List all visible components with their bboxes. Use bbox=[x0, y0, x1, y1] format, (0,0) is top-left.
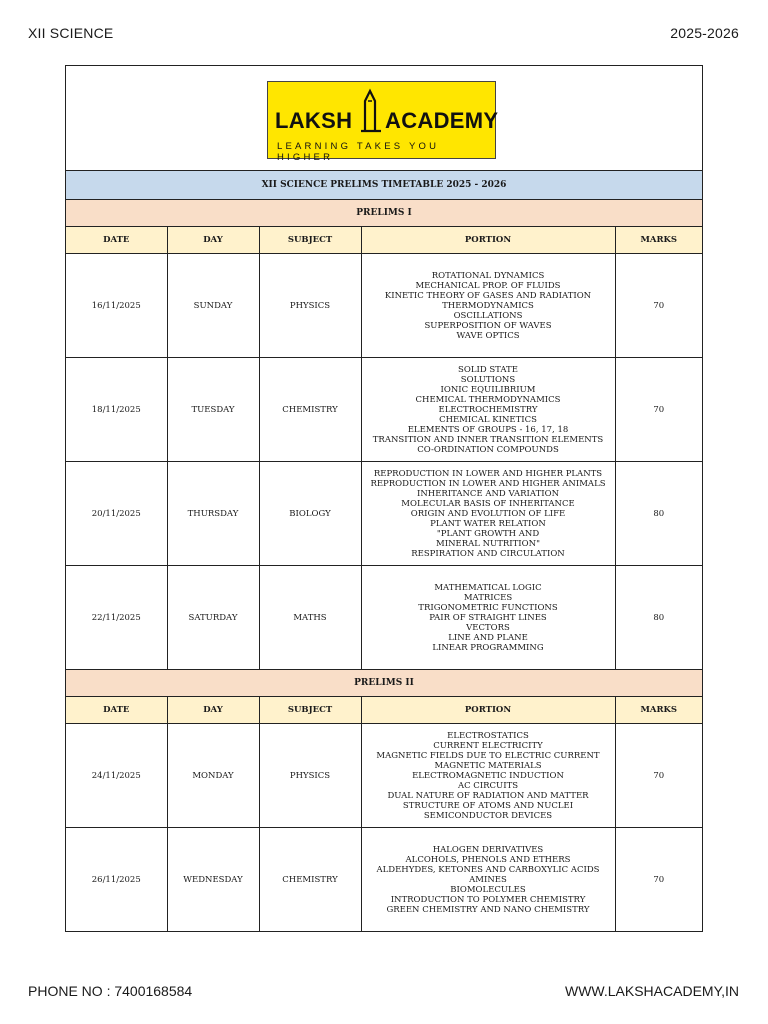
portion-topic: VECTORS bbox=[466, 622, 510, 633]
logo-tagline: LEARNING TAKES YOU HIGHER bbox=[277, 141, 440, 163]
day-cell: SATURDAY bbox=[167, 566, 259, 670]
date-cell: 20/11/2025 bbox=[66, 462, 167, 566]
table-row bbox=[66, 254, 702, 358]
portion-topic: HALOGEN DERIVATIVES bbox=[432, 844, 544, 855]
portion-topic: ALDEHYDES, KETONES AND CARBOXYLIC ACIDS bbox=[376, 864, 600, 875]
portion-topic: THERMODYNAMICS bbox=[442, 300, 534, 311]
portion-topic: ELECTROCHEMISTRY bbox=[438, 404, 538, 415]
portion-topic: MINERAL NUTRITION" bbox=[436, 538, 540, 549]
column-header-day: DAY bbox=[167, 227, 259, 254]
table-row bbox=[66, 462, 702, 566]
portion-cell bbox=[361, 462, 615, 566]
column-header-marks: MARKS bbox=[615, 697, 702, 724]
day-cell: THURSDAY bbox=[167, 462, 259, 566]
portion-topic: MECHANICAL PROP. OF FLUIDS bbox=[415, 280, 561, 291]
date-cell: 22/11/2025 bbox=[66, 566, 167, 670]
academy-logo bbox=[267, 81, 499, 163]
date-cell: 24/11/2025 bbox=[66, 724, 167, 828]
portion-topic: LINEAR PROGRAMMING bbox=[432, 642, 544, 653]
sections-container bbox=[66, 200, 702, 931]
timetable-sheet bbox=[65, 65, 703, 932]
portion-topic: ALCOHOLS, PHENOLS AND ETHERS bbox=[405, 854, 571, 865]
marks-cell: 70 bbox=[615, 358, 702, 462]
portion-topic: MATRICES bbox=[463, 592, 513, 603]
column-header-portion: PORTION bbox=[361, 227, 615, 254]
portion-topic: ELECTROSTATICS bbox=[447, 730, 529, 741]
phone-number: PHONE NO : 7400168584 bbox=[28, 983, 193, 999]
day-cell: SUNDAY bbox=[167, 254, 259, 358]
subject-cell: CHEMISTRY bbox=[259, 828, 361, 932]
pencil-tower-icon bbox=[357, 87, 383, 135]
logo-cell bbox=[66, 66, 702, 171]
portion-topic: AC CIRCUITS bbox=[457, 780, 519, 791]
column-header-day: DAY bbox=[167, 697, 259, 724]
portion-topic: REPRODUCTION IN LOWER AND HIGHER ANIMALS bbox=[370, 478, 606, 489]
portion-topic: DUAL NATURE OF RADIATION AND MATTER bbox=[387, 790, 589, 801]
portion-topic: TRANSITION AND INNER TRANSITION ELEMENTS bbox=[372, 434, 604, 445]
portion-topic: GREEN CHEMISTRY AND NANO CHEMISTRY bbox=[386, 904, 590, 915]
portion-topic: CO-ORDINATION COMPOUNDS bbox=[417, 444, 559, 455]
portion-topic: MAGNETIC FIELDS DUE TO ELECTRIC CURRENT bbox=[376, 750, 600, 761]
portion-topic: SOLID STATE bbox=[458, 364, 518, 375]
column-header-date: DATE bbox=[66, 227, 167, 254]
column-header-subject: SUBJECT bbox=[259, 697, 361, 724]
section-heading: PRELIMS I bbox=[66, 200, 702, 227]
date-cell: 26/11/2025 bbox=[66, 828, 167, 932]
portion-topic: OSCILLATIONS bbox=[453, 310, 523, 321]
column-header-subject: SUBJECT bbox=[259, 227, 361, 254]
portion-topic: CHEMICAL KINETICS bbox=[439, 414, 537, 425]
marks-cell: 70 bbox=[653, 874, 665, 885]
column-header-date: DATE bbox=[66, 697, 167, 724]
portion-topic: BIOMOLECULES bbox=[450, 884, 526, 895]
date-cell: 18/11/2025 bbox=[66, 358, 167, 462]
column-header-row bbox=[66, 697, 702, 724]
day-cell: WEDNESDAY bbox=[167, 828, 259, 932]
page-header-right: 2025-2026 bbox=[670, 25, 739, 41]
portion-topic: KINETIC THEORY OF GASES AND RADIATION bbox=[384, 290, 592, 301]
marks-cell: 70 bbox=[615, 724, 702, 828]
portion-topic: SOLUTIONS bbox=[460, 374, 516, 385]
portion-topic: ELEMENTS OF GROUPS - 16, 17, 18 bbox=[407, 424, 569, 435]
portion-topic: STRUCTURE OF ATOMS AND NUCLEI bbox=[402, 800, 574, 811]
subject-cell: PHYSICS bbox=[259, 254, 361, 358]
portion-topic: ROTATIONAL DYNAMICS bbox=[431, 270, 545, 281]
portion-topic: PAIR OF STRAIGHT LINES bbox=[429, 612, 547, 623]
marks-cell: 80 bbox=[615, 462, 702, 566]
marks-cell: 80 bbox=[615, 566, 702, 670]
column-header-marks: MARKS bbox=[615, 227, 702, 254]
column-header-portion: PORTION bbox=[361, 697, 615, 724]
portion-topic: "PLANT GROWTH AND bbox=[436, 528, 540, 539]
portion-topic: REPRODUCTION IN LOWER AND HIGHER PLANTS bbox=[373, 468, 603, 479]
portion-topic: ELECTROMAGNETIC INDUCTION bbox=[412, 770, 564, 781]
portion-cell bbox=[361, 358, 615, 462]
table-row bbox=[66, 358, 702, 462]
portion-topic: SUPERPOSITION OF WAVES bbox=[424, 320, 552, 331]
portion-cell bbox=[361, 828, 615, 932]
column-header-row bbox=[66, 227, 702, 254]
portion-topic: MOLECULAR BASIS OF INHERITANCE bbox=[401, 498, 575, 509]
portion-topic: TRIGONOMETRIC FUNCTIONS bbox=[418, 602, 558, 613]
table-row bbox=[66, 566, 702, 670]
portion-cell bbox=[361, 254, 615, 358]
portion-topic: INHERITANCE AND VARIATION bbox=[416, 488, 560, 499]
portion-topic: MAGNETIC MATERIALS bbox=[434, 760, 542, 771]
portion-topic: SEMICONDUCTOR DEVICES bbox=[423, 810, 553, 821]
schedule-table bbox=[66, 227, 702, 670]
marks-cell: 70 bbox=[615, 254, 702, 358]
subject-cell: MATHS bbox=[259, 566, 361, 670]
table-row bbox=[66, 828, 702, 932]
portion-cell bbox=[361, 724, 615, 828]
logo-word-laksh: LAKSH bbox=[275, 108, 353, 133]
portion-cell bbox=[361, 566, 615, 670]
portion-topic: LINE AND PLANE bbox=[448, 632, 528, 643]
website-link[interactable]: WWW.LAKSHACADEMY,IN bbox=[565, 983, 739, 999]
portion-topic: CURRENT ELECTRICITY bbox=[433, 740, 543, 751]
subject-cell: PHYSICS bbox=[259, 724, 361, 828]
schedule-table bbox=[66, 697, 702, 931]
subject-cell: CHEMISTRY bbox=[259, 358, 361, 462]
section-heading: PRELIMS II bbox=[66, 670, 702, 697]
portion-topic: WAVE OPTICS bbox=[456, 330, 520, 341]
portion-topic: AMINES bbox=[469, 874, 507, 885]
portion-topic: CHEMICAL THERMODYNAMICS bbox=[415, 394, 561, 405]
logo-word-academy: ACADEMY bbox=[385, 108, 499, 133]
portion-topic: RESPIRATION AND CIRCULATION bbox=[411, 548, 565, 559]
timetable-title: XII SCIENCE PRELIMS TIMETABLE 2025 - 2026 bbox=[66, 171, 702, 200]
portion-topic: ORIGIN AND EVOLUTION OF LIFE bbox=[410, 508, 566, 519]
subject-cell: BIOLOGY bbox=[259, 462, 361, 566]
portion-topic: IONIC EQUILIBRIUM bbox=[440, 384, 536, 395]
date-cell: 16/11/2025 bbox=[66, 254, 167, 358]
table-row bbox=[66, 724, 702, 828]
day-cell: TUESDAY bbox=[167, 358, 259, 462]
portion-topic: INTRODUCTION TO POLYMER CHEMISTRY bbox=[390, 894, 586, 905]
page-header-left: XII SCIENCE bbox=[28, 25, 114, 41]
portion-topic: PLANT WATER RELATION bbox=[430, 518, 546, 529]
day-cell: MONDAY bbox=[167, 724, 259, 828]
portion-topic: MATHEMATICAL LOGIC bbox=[434, 582, 542, 593]
